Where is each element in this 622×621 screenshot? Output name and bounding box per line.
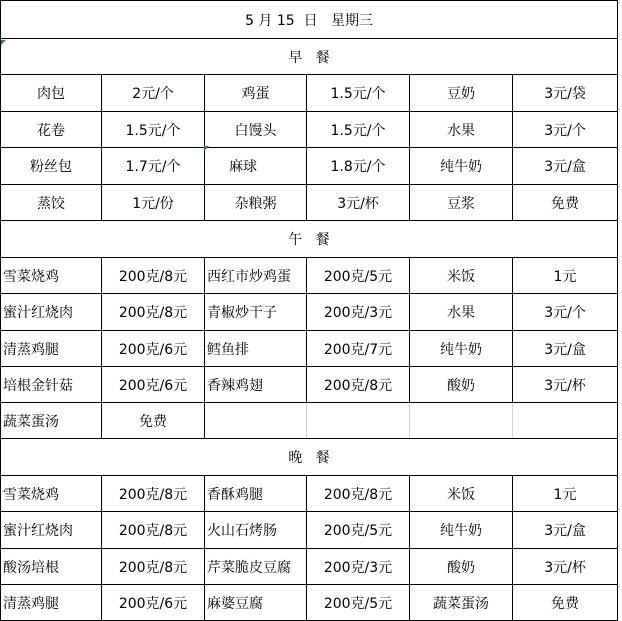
item-price: 1元 [513, 476, 618, 512]
item-price: 1.5元/个 [102, 112, 205, 148]
item-name: 西红市炒鸡蛋 [205, 258, 307, 294]
item-price: 免费 [513, 585, 618, 621]
lunch-title: 午 餐 [1, 221, 618, 258]
dinner-row [1, 476, 618, 512]
lunch-row [1, 403, 618, 439]
item-name: 豆浆 [410, 185, 513, 221]
item-name: 纯牛奶 [410, 148, 513, 185]
item-name: 火山石烤肠 [205, 512, 307, 549]
item-name: 青椒炒干子 [205, 294, 307, 331]
empty-cell [410, 403, 513, 439]
item-name: 粉丝包 [1, 148, 102, 185]
item-price: 200克/5元 [307, 512, 410, 549]
item-name: 蜜汁红烧肉 [1, 294, 102, 331]
item-price: 200克/6元 [102, 585, 205, 621]
item-name: 纯牛奶 [410, 331, 513, 367]
item-name: 鸡蛋 [205, 75, 307, 112]
item-price: 1元/份 [102, 185, 205, 221]
lunch-row [1, 258, 618, 294]
dinner-title-row [1, 439, 618, 476]
item-price: 200克/8元 [102, 258, 205, 294]
item-name: 花卷 [1, 112, 102, 148]
lunch-row [1, 331, 618, 367]
item-price: 3元/盒 [513, 331, 618, 367]
item-price: 3元/杯 [513, 549, 618, 585]
item-name: 蔬菜蛋汤 [410, 585, 513, 621]
item-name: 鳕鱼排 [205, 331, 307, 367]
empty-cell [307, 403, 410, 439]
item-name: 培根金针菇 [1, 367, 102, 403]
empty-cell [205, 403, 307, 439]
item-price: 3元/个 [513, 294, 618, 331]
item-name: 酸奶 [410, 367, 513, 403]
breakfast-title: 早 餐 [1, 39, 618, 75]
item-name: 香辣鸡翅 [205, 367, 307, 403]
item-price: 200克/3元 [307, 549, 410, 585]
item-price: 200克/8元 [102, 512, 205, 549]
item-price: 1.5元/个 [307, 75, 410, 112]
item-name: 清蒸鸡腿 [1, 331, 102, 367]
item-price: 200克/3元 [307, 294, 410, 331]
date-row [1, 1, 618, 39]
item-price: 3元/个 [513, 112, 618, 148]
item-name: 香酥鸡腿 [205, 476, 307, 512]
item-price: 200克/7元 [307, 331, 410, 367]
item-price: 免费 [513, 185, 618, 221]
item-name: 纯牛奶 [410, 512, 513, 549]
item-name: 雪菜烧鸡 [1, 258, 102, 294]
item-name: 麻球 [205, 148, 307, 185]
item-name: 麻婆豆腐 [205, 585, 307, 621]
date-header: 5 月 15 日 星期三 [1, 1, 618, 39]
item-price: 200克/8元 [102, 549, 205, 585]
item-name: 白馒头 [205, 112, 307, 148]
item-name: 芹菜脆皮豆腐 [205, 549, 307, 585]
dinner-row [1, 549, 618, 585]
item-name: 酸奶 [410, 549, 513, 585]
item-price: 200克/6元 [102, 367, 205, 403]
cell-comment-marker [1, 40, 6, 45]
item-price: 3元/盒 [513, 512, 618, 549]
item-name: 米饭 [410, 476, 513, 512]
breakfast-row [1, 148, 618, 185]
item-price: 200克/8元 [102, 476, 205, 512]
item-price: 200克/8元 [102, 294, 205, 331]
item-price: 免费 [102, 403, 205, 439]
dinner-row [1, 512, 618, 549]
item-name: 蜜汁红烧肉 [1, 512, 102, 549]
empty-cell [513, 403, 618, 439]
item-name: 清蒸鸡腿 [1, 585, 102, 621]
item-price: 3元/杯 [307, 185, 410, 221]
item-price: 1.8元/个 [307, 148, 410, 185]
item-name: 肉包 [1, 75, 102, 112]
item-name: 蔬菜蛋汤 [1, 403, 102, 439]
item-name: 豆奶 [410, 75, 513, 112]
dinner-title: 晚 餐 [1, 439, 618, 476]
item-price: 200克/6元 [102, 331, 205, 367]
item-price: 3元/袋 [513, 75, 618, 112]
item-price: 3元/杯 [513, 367, 618, 403]
item-name: 雪菜烧鸡 [1, 476, 102, 512]
item-price: 3元/盒 [513, 148, 618, 185]
item-price: 1.7元/个 [102, 148, 205, 185]
breakfast-row [1, 185, 618, 221]
lunch-row [1, 367, 618, 403]
item-name: 杂粮粥 [205, 185, 307, 221]
breakfast-title-row [1, 39, 618, 75]
lunch-row [1, 294, 618, 331]
item-price: 200克/8元 [307, 367, 410, 403]
item-price: 2元/个 [102, 75, 205, 112]
item-name: 酸汤培根 [1, 549, 102, 585]
item-price: 1.5元/个 [307, 112, 410, 148]
item-name: 水果 [410, 294, 513, 331]
item-price: 200克/8元 [307, 476, 410, 512]
item-name: 米饭 [410, 258, 513, 294]
lunch-title-row [1, 221, 618, 258]
breakfast-row [1, 112, 618, 148]
breakfast-row [1, 75, 618, 112]
cell-comment-marker [204, 146, 209, 151]
item-price: 200克/5元 [307, 585, 410, 621]
dinner-row [1, 585, 618, 621]
item-price: 200克/5元 [307, 258, 410, 294]
item-price: 1元 [513, 258, 618, 294]
item-name: 水果 [410, 112, 513, 148]
item-name: 蒸饺 [1, 185, 102, 221]
